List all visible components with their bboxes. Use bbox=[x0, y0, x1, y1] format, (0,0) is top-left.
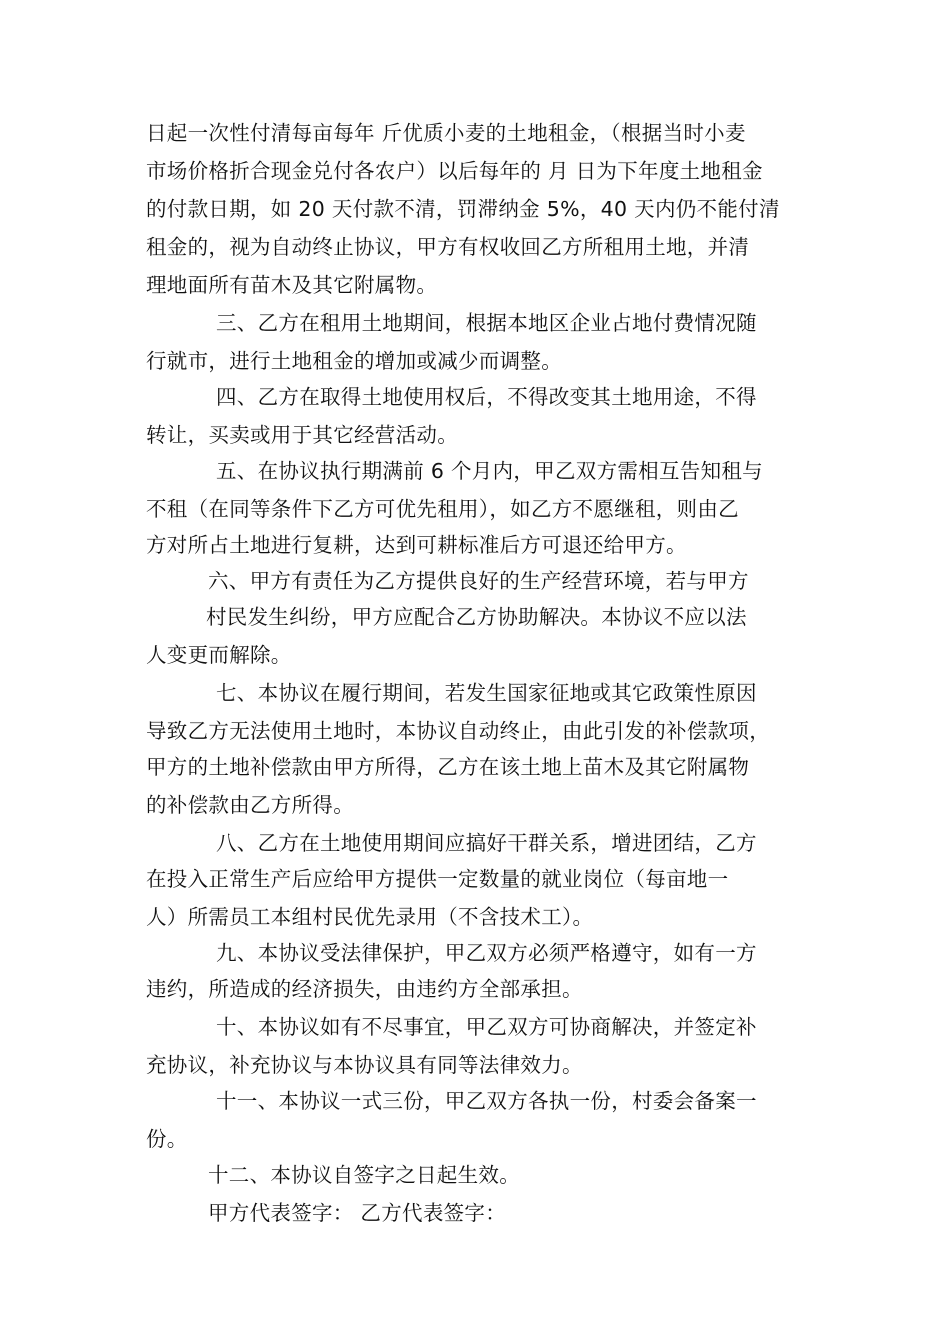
text-line: 甲方的土地补偿款由甲方所得，乙方在该土地上苗木及其它附属物 bbox=[146, 755, 750, 779]
clause-10-line: 十、本协议如有不尽事宜，甲乙双方可协商解决，并签定补 bbox=[216, 1015, 757, 1039]
clause-9-line: 九、本协议受法律保护，甲乙双方必须严格遵守，如有一方 bbox=[216, 941, 757, 965]
text-line: 转让，买卖或用于其它经营活动。 bbox=[146, 423, 458, 447]
clause-4-line: 四、乙方在取得土地使用权后，不得改变其土地用途，不得 bbox=[216, 385, 757, 409]
clause-11-line: 十一、本协议一式三份，甲乙双方各执一份，村委会备案一 bbox=[216, 1089, 757, 1113]
text-line: 租金的，视为自动终止协议，甲方有权收回乙方所租用土地，并清 bbox=[146, 235, 750, 259]
clause-3-line: 三、乙方在租用土地期间，根据本地区企业占地付费情况随 bbox=[216, 311, 757, 335]
text-line: 人变更而解除。 bbox=[146, 643, 292, 667]
text-line: 份。 bbox=[146, 1127, 188, 1151]
text-line: 的付款日期，如 20 天付款不清，罚滞纳金 5%，40 天内仍不能付清 bbox=[146, 197, 780, 221]
signature-line: 甲方代表签字： 乙方代表签字： bbox=[208, 1201, 507, 1225]
text-line: 充协议，补充协议与本协议具有同等法律效力。 bbox=[146, 1053, 583, 1077]
clause-5-line: 五、在协议执行期满前 6 个月内，甲乙双方需相互告知租与 bbox=[216, 459, 763, 483]
clause-6-line: 六、甲方有责任为乙方提供良好的生产经营环境，若与甲方 bbox=[208, 569, 749, 593]
text-line: 理地面所有苗木及其它附属物。 bbox=[146, 273, 438, 297]
text-line: 方对所占土地进行复耕，达到可耕标准后方可退还给甲方。 bbox=[146, 533, 687, 557]
text-line: 市场价格折合现金兑付各农户）以后每年的 月 日为下年度土地租金 bbox=[146, 159, 763, 183]
clause-12-line: 十二、本协议自签字之日起生效。 bbox=[208, 1163, 520, 1187]
text-line: 违约，所造成的经济损失，由违约方全部承担。 bbox=[146, 977, 583, 1001]
text-line: 不租（在同等条件下乙方可优先租用），如乙方不愿继租，则由乙 bbox=[146, 497, 739, 521]
text-line: 人）所需员工本组村民优先录用（不含技术工）。 bbox=[146, 905, 594, 929]
text-line: 日起一次性付清每亩每年 斤优质小麦的土地租金，（根据当时小麦 bbox=[146, 121, 746, 145]
text-line: 村民发生纠纷，甲方应配合乙方协助解决。本协议不应以法 bbox=[206, 605, 747, 629]
text-line: 在投入正常生产后应给甲方提供一定数量的就业岗位（每亩地一 bbox=[146, 867, 729, 891]
text-line: 导致乙方无法使用土地时，本协议自动终止，由此引发的补偿款项， bbox=[146, 719, 770, 743]
text-line: 的补偿款由乙方所得。 bbox=[146, 793, 354, 817]
text-line: 行就市，进行土地租金的增加或减少而调整。 bbox=[146, 349, 562, 373]
clause-7-line: 七、本协议在履行期间，若发生国家征地或其它政策性原因 bbox=[216, 681, 757, 705]
clause-8-line: 八、乙方在土地使用期间应搞好干群关系，增进团结，乙方 bbox=[216, 831, 757, 855]
